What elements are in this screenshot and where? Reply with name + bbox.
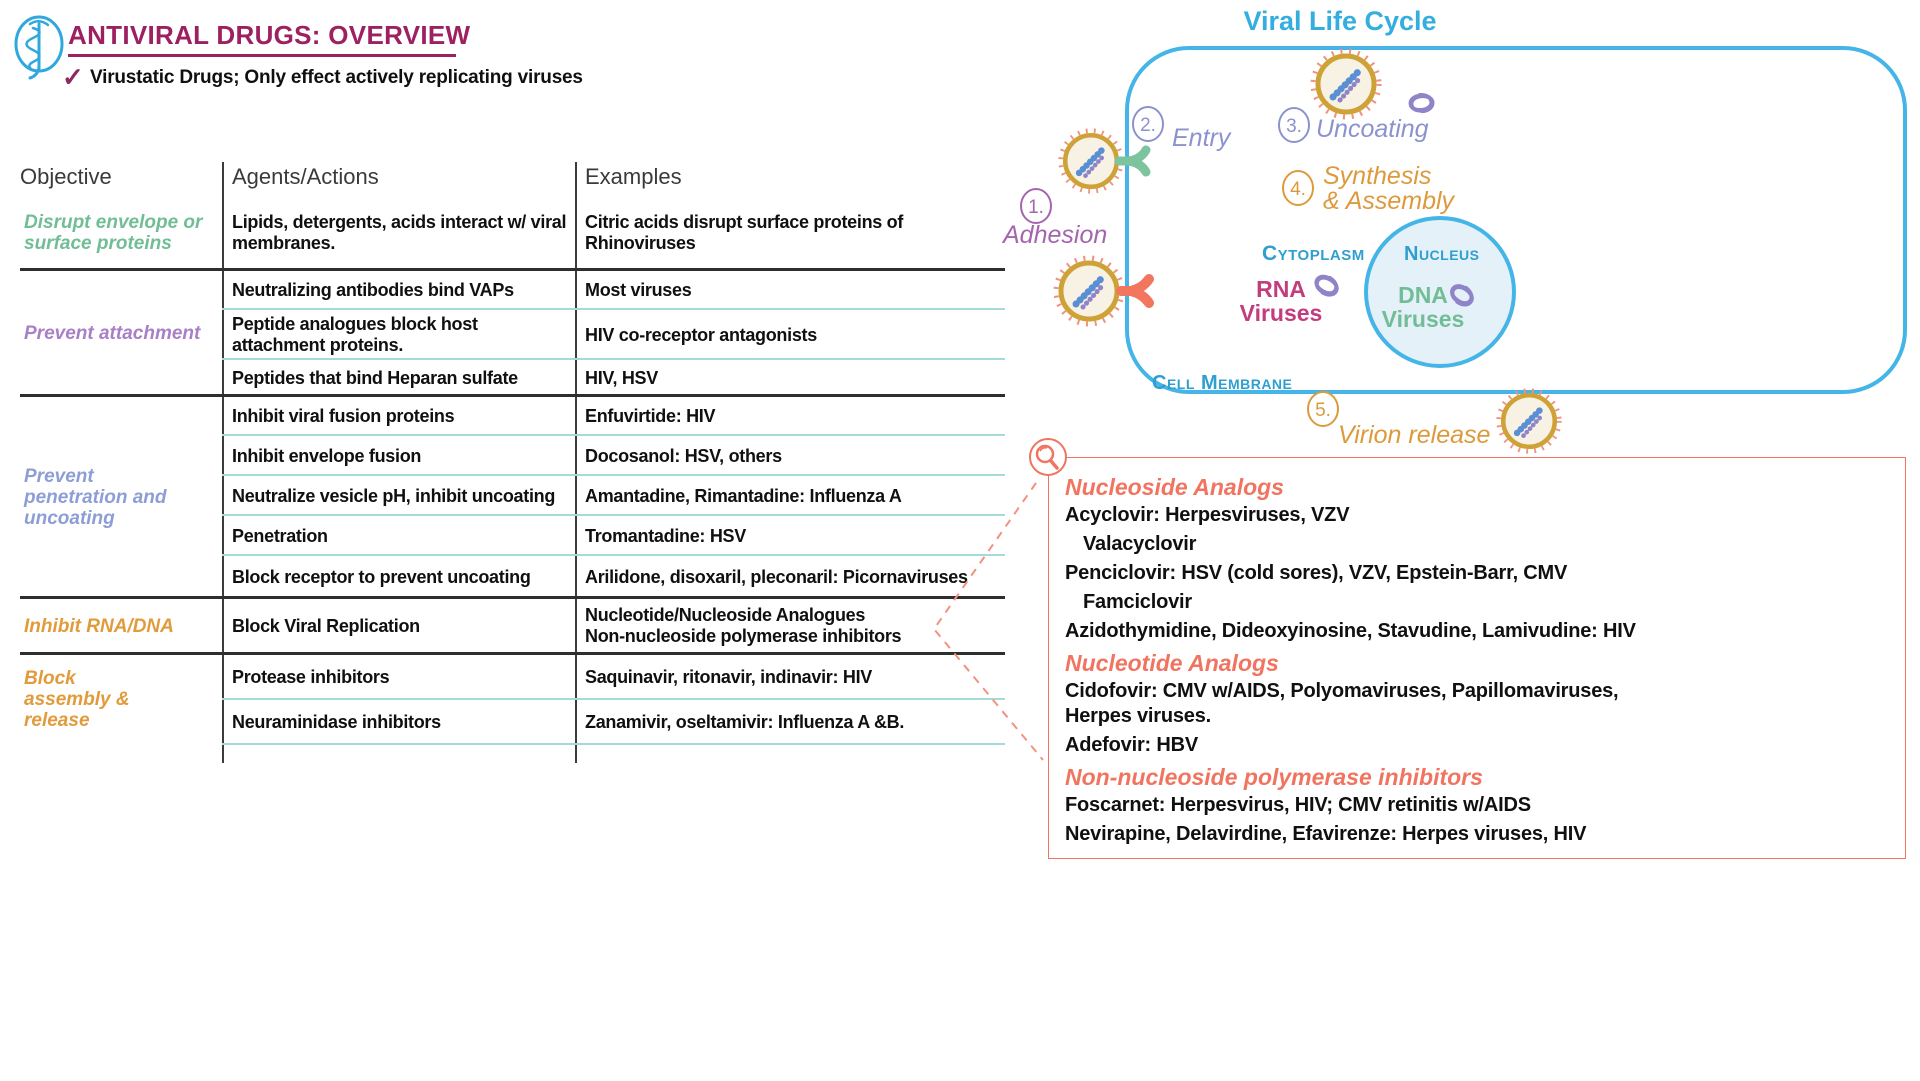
objective-label: Prevent penetration and uncoating <box>24 465 167 529</box>
example-cell: Zanamivir, oseltamivir: Influenza A &B. <box>585 712 905 733</box>
title-underline <box>68 54 456 57</box>
detail-line: Penciclovir: HSV (cold sores), VZV, Epstein-Barr, CMV <box>1065 562 1568 584</box>
example-cell: Tromantadine: HSV <box>585 525 746 546</box>
life-cycle-title: Viral Life Cycle <box>1243 6 1437 36</box>
svg-text:5.: 5. <box>1315 400 1331 421</box>
detail-line: Herpes viruses. <box>1065 705 1211 727</box>
svg-text:Adhesion: Adhesion <box>1003 221 1108 249</box>
detail-line: Famciclovir <box>1083 591 1192 613</box>
virus-particle-icon <box>1061 131 1122 192</box>
svg-text:4.: 4. <box>1290 179 1306 200</box>
agent-cell: Inhibit viral fusion proteins <box>232 405 455 426</box>
detail-line: Cidofovir: CMV w/AIDS, Polyomaviruses, Papillomaviruses, <box>1065 680 1619 702</box>
agent-cell: Inhibit envelope fusion <box>232 445 422 466</box>
column-header-examples: Examples <box>585 164 682 189</box>
detail-section-heading: Nucleotide Analogs <box>1065 650 1279 676</box>
svg-text:2.: 2. <box>1140 115 1156 136</box>
example-cell: HIV, HSV <box>585 367 658 388</box>
checkmark-icon: ✓ <box>62 62 84 92</box>
nucleus-label: Nucleus <box>1404 243 1480 265</box>
objective-label: Block assembly & release <box>24 668 130 731</box>
column-header-agents: Agents/Actions <box>232 164 379 189</box>
rod-of-asclepius-icon <box>12 12 68 82</box>
virus-particle-icon <box>1056 258 1122 324</box>
svg-text:1.: 1. <box>1028 197 1044 218</box>
example-cell: Most viruses <box>585 279 692 300</box>
objective-label: Prevent attachment <box>24 322 201 344</box>
svg-text:Uncoating: Uncoating <box>1316 115 1429 143</box>
agent-cell: Neutralizing antibodies bind VAPs <box>232 279 514 300</box>
receptor-icon <box>1119 150 1146 172</box>
example-cell: Docosanol: HSV, others <box>585 445 782 466</box>
viral-life-cycle-diagram <box>990 0 1920 478</box>
step-4-synthesis-assembly <box>1283 162 1456 215</box>
detail-line: Acyclovir: Herpesviruses, VZV <box>1065 504 1350 526</box>
agent-cell: Peptides that bind Heparan sulfate <box>232 367 518 388</box>
virus-particle-icon <box>1313 51 1379 117</box>
genome-coil-icon <box>1408 90 1435 116</box>
agent-cell: Lipids, detergents, acids interact w/ viral membranes. <box>232 212 567 253</box>
virustatic-note: Virustatic Drugs; Only effect actively replicating viruses <box>90 67 583 88</box>
agent-cell: Neutralize vesicle pH, inhibit uncoating <box>232 485 556 506</box>
example-cell: Nucleotide/Nucleoside Analogues Non-nucleoside polymerase inhibitors <box>585 605 902 646</box>
example-cell: HIV co-receptor antagonists <box>585 324 817 345</box>
page-title: ANTIVIRAL DRUGS: OVERVIEW <box>68 20 471 50</box>
example-cell: Amantadine, Rimantadine: Influenza A <box>585 485 902 506</box>
example-cell: Citric acids disrupt surface proteins of Rhinoviruses <box>585 212 904 253</box>
step-2-entry <box>1133 107 1232 152</box>
dna-viruses-label: DNA <box>1398 282 1448 308</box>
agent-cell: Block receptor to prevent uncoating <box>232 566 531 587</box>
detail-section-heading: Nucleoside Analogs <box>1065 474 1284 500</box>
drug-examples-detail-box <box>1048 457 1906 859</box>
detail-line: Nevirapine, Delavirdine, Efavirenze: Herpes viruses, HIV <box>1065 823 1587 845</box>
objective-label: Disrupt envelope or surface proteins <box>24 212 203 254</box>
detail-section-heading: Non-nucleoside polymerase inhibitors <box>1065 764 1483 790</box>
svg-text:3.: 3. <box>1286 116 1302 137</box>
rna-viruses-label: Viruses <box>1239 300 1323 326</box>
magnifier-icon <box>1026 436 1070 480</box>
agent-cell: Protease inhibitors <box>232 666 390 687</box>
callout-connector <box>920 470 1060 780</box>
agent-cell: Block Viral Replication <box>232 615 420 636</box>
step-5-virion-release <box>1308 392 1490 449</box>
objective-label: Inhibit RNA/DNA <box>24 615 174 637</box>
agent-cell: Neuraminidase inhibitors <box>232 712 441 733</box>
cytoplasm-label: Cytoplasm <box>1262 242 1365 265</box>
detail-line: Foscarnet: Herpesvirus, HIV; CMV retinitis w/AIDS <box>1065 794 1531 816</box>
genome-coil-icon <box>1315 273 1339 298</box>
cell-membrane-outline <box>1127 48 1905 392</box>
rna-viruses-label: RNA <box>1256 276 1306 302</box>
column-header-objective: Objective <box>20 164 112 189</box>
dna-viruses-label: Viruses <box>1381 306 1465 332</box>
agent-cell: Peptide analogues block host attachment proteins. <box>232 314 478 355</box>
step-1-adhesion <box>1001 189 1107 249</box>
antiviral-strategies-table <box>20 158 1005 745</box>
virus-particle-icon <box>1499 391 1560 452</box>
detail-line: Valacyclovir <box>1083 533 1197 555</box>
example-cell: Arilidone, disoxaril, pleconaril: Picornaviruses <box>585 566 968 587</box>
example-cell: Saquinavir, ritonavir, indinavir: HIV <box>585 666 872 687</box>
svg-text:Synthesis: Synthesis <box>1323 162 1432 190</box>
agent-cell: Penetration <box>232 525 328 546</box>
svg-text:Entry: Entry <box>1172 124 1231 152</box>
cell-membrane-label: Cell Membrane <box>1152 372 1293 394</box>
svg-text:Virion release: Virion release <box>1338 421 1491 449</box>
detail-line: Adefovir: HBV <box>1065 734 1198 756</box>
example-cell: Enfuvirtide: HIV <box>585 405 716 426</box>
svg-text:& Assembly: & Assembly <box>1323 187 1455 215</box>
detail-line: Azidothymidine, Dideoxyinosine, Stavudine, Lamivudine: HIV <box>1065 620 1636 642</box>
